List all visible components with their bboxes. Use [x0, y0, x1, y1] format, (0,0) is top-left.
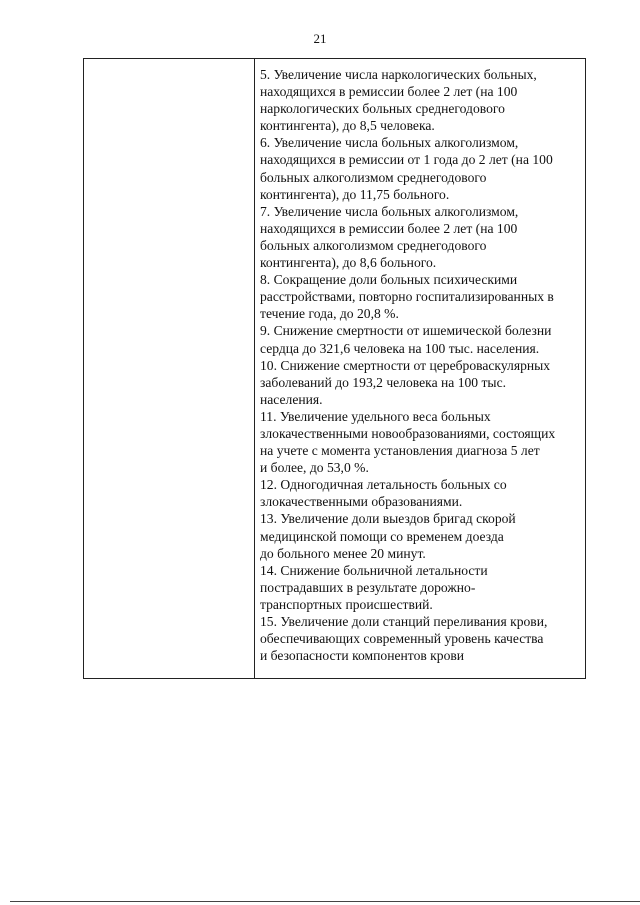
bottom-divider — [10, 901, 640, 902]
table-left-cell — [84, 59, 255, 678]
text-line: находящихся в ремиссии более 2 лет (на 100 — [260, 220, 518, 236]
text-line: злокачественными новообразованиями, состоящих — [260, 425, 556, 441]
text-line: до больного менее 20 минут. — [260, 545, 426, 561]
text-line: населения. — [260, 391, 323, 407]
text-line: находящихся в ремиссии более 2 лет (на 100 — [260, 84, 518, 100]
text-line: 13. Увеличение доли выездов бригад скорой — [260, 511, 516, 527]
page-number: 21 — [313, 31, 327, 46]
text-line: 14. Снижение больничной летальности — [260, 562, 488, 578]
text-line: и более, до 53,0 %. — [260, 460, 369, 476]
text-line: злокачественными образованиями. — [260, 494, 463, 510]
text-line: 9. Снижение смертности от ишемической болезни — [260, 323, 552, 339]
text-line: на учете с момента установления диагноза 5 лет — [260, 443, 540, 459]
indicator-list — [260, 66, 584, 664]
text-line: больных алкоголизмом среднегодового — [260, 169, 487, 185]
text-line: контингента), до 8,5 человека. — [260, 118, 435, 134]
text-line: контингента), до 11,75 больного. — [260, 186, 450, 202]
text-line: наркологических больных среднегодового — [260, 101, 505, 117]
text-line: пострадавших в результате дорожно- — [260, 579, 476, 595]
text-line: 11. Увеличение удельного веса больных — [260, 408, 491, 424]
text-line: 15. Увеличение доли станций переливания крови, — [260, 614, 548, 629]
text-line: обеспечивающих современный уровень качества — [260, 631, 544, 647]
text-line: 10. Снижение смертности от цереброваскулярных — [260, 357, 551, 373]
indicator-table — [83, 58, 586, 679]
text-line: транспортных происшествий. — [260, 596, 433, 612]
text-line: заболеваний до 193,2 человека на 100 тыс. — [260, 374, 507, 390]
table-right-cell — [256, 59, 585, 678]
text-line: 12. Одногодичная летальность больных со — [260, 477, 507, 493]
text-line: 8. Сокращение доли больных психическими — [260, 272, 518, 288]
text-line: течение года, до 20,8 %. — [260, 306, 399, 322]
text-line: 7. Увеличение числа больных алкоголизмом, — [260, 203, 519, 219]
text-line: и безопасности компонентов крови — [260, 648, 465, 664]
text-line: больных алкоголизмом среднегодового — [260, 237, 487, 253]
text-line: 5. Увеличение числа наркологических больных, — [260, 67, 537, 82]
text-line: расстройствами, повторно госпитализированных в — [260, 289, 554, 305]
text-line: контингента), до 8,6 больного. — [260, 255, 437, 271]
text-line: 6. Увеличение числа больных алкоголизмом, — [260, 135, 519, 151]
text-line: медицинской помощи со временем доезда — [260, 528, 504, 544]
text-line: сердца до 321,6 человека на 100 тыс. населения. — [260, 340, 540, 356]
text-line: находящихся в ремиссии от 1 года до 2 лет (на 100 — [260, 152, 553, 168]
